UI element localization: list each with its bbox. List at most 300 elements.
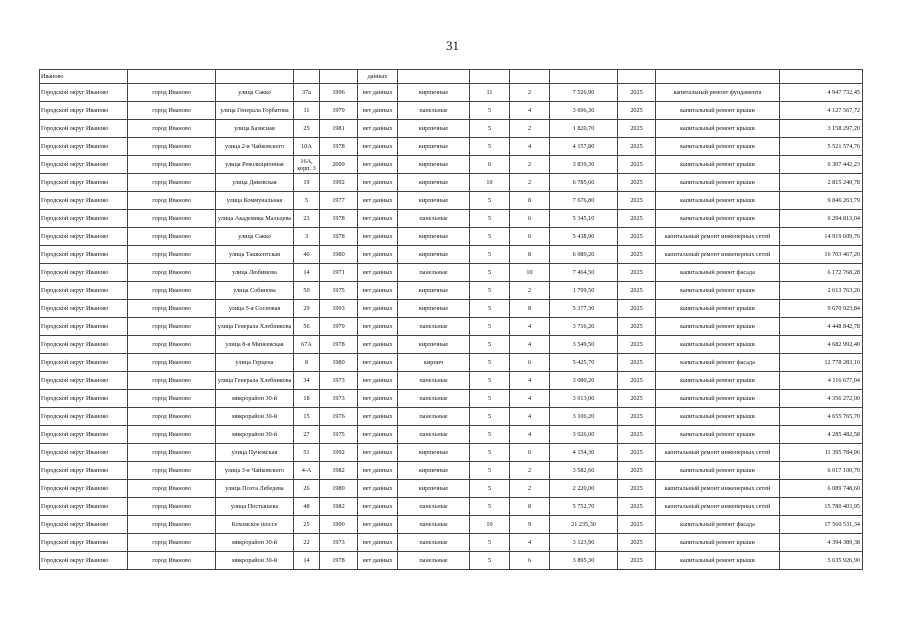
municipality-cell: Городской округ Иваново bbox=[40, 228, 128, 246]
settlement-cell: город Иваново bbox=[128, 462, 216, 480]
year-built-cell: 1979 bbox=[320, 102, 358, 120]
year-built-cell: 1977 bbox=[320, 192, 358, 210]
planned-year-cell: 2025 bbox=[618, 282, 656, 300]
wall-material-cell bbox=[398, 70, 470, 84]
street-cell: микрорайон 30-й bbox=[216, 408, 294, 426]
work-type-cell: капитальный ремонт крыши bbox=[656, 156, 780, 174]
entrances-cell: 4 bbox=[510, 372, 550, 390]
street-cell: улица 2-я Чайковского bbox=[216, 138, 294, 156]
wall-material-cell: кирпичные bbox=[398, 84, 470, 102]
area-cell: 5 377,30 bbox=[550, 300, 618, 318]
municipality-cell: Городской округ Иваново bbox=[40, 354, 128, 372]
planned-year-cell: 2025 bbox=[618, 102, 656, 120]
entrances-cell: 4 bbox=[510, 102, 550, 120]
floors-cell: 5 bbox=[470, 264, 510, 282]
municipality-cell: Городской округ Иваново bbox=[40, 480, 128, 498]
street-cell: улица Революционная bbox=[216, 156, 294, 174]
wall-material-cell: кирпичные bbox=[398, 336, 470, 354]
area-cell: 6 785,60 bbox=[550, 174, 618, 192]
wall-material-cell: кирпичные bbox=[398, 174, 470, 192]
table-row bbox=[40, 120, 863, 138]
entrances-cell bbox=[510, 70, 550, 84]
floors-cell bbox=[470, 70, 510, 84]
work-type-cell: капитальный ремонт фасада bbox=[656, 354, 780, 372]
cost-cell: 4 448 842,78 bbox=[780, 318, 863, 336]
floors-cell: 5 bbox=[470, 246, 510, 264]
settlement-cell: город Иваново bbox=[128, 480, 216, 498]
work-type-cell: капитальный ремонт крыши bbox=[656, 102, 780, 120]
table-row bbox=[40, 228, 863, 246]
settlement-cell: город Иваново bbox=[128, 228, 216, 246]
year-commissioned-cell: нет данных bbox=[358, 336, 398, 354]
settlement-cell: город Иваново bbox=[128, 426, 216, 444]
year-commissioned-cell: нет данных bbox=[358, 174, 398, 192]
settlement-cell: город Иваново bbox=[128, 300, 216, 318]
year-built-cell: 1973 bbox=[320, 390, 358, 408]
cost-cell: 2 613 763,20 bbox=[780, 282, 863, 300]
floors-cell: 5 bbox=[470, 480, 510, 498]
entrances-cell: 6 bbox=[510, 228, 550, 246]
year-commissioned-cell: нет данных bbox=[358, 192, 398, 210]
house-number-cell: 25 bbox=[294, 516, 320, 534]
cost-cell: 12 778 283,10 bbox=[780, 354, 863, 372]
floors-cell: 5 bbox=[470, 318, 510, 336]
cost-cell: 6 017 100,70 bbox=[780, 462, 863, 480]
settlement-cell: город Иваново bbox=[128, 264, 216, 282]
municipality-cell: Городской округ Иваново bbox=[40, 498, 128, 516]
entrances-cell: 6 bbox=[510, 354, 550, 372]
street-cell: Кохомское шоссе bbox=[216, 516, 294, 534]
municipality-cell: Городской округ Иваново bbox=[40, 516, 128, 534]
municipality-cell: Городской округ Иваново bbox=[40, 156, 128, 174]
floors-cell: 5 bbox=[470, 498, 510, 516]
street-cell: улица Генерала Хлебникова bbox=[216, 372, 294, 390]
municipality-cell: Городской округ Иваново bbox=[40, 426, 128, 444]
cost-cell: 4 127 567,72 bbox=[780, 102, 863, 120]
cost-cell: 4 116 677,04 bbox=[780, 372, 863, 390]
settlement-cell: город Иваново bbox=[128, 174, 216, 192]
table-row bbox=[40, 354, 863, 372]
floors-cell: 5 bbox=[470, 300, 510, 318]
area-cell: 3 839,30 bbox=[550, 156, 618, 174]
floors-cell: 11 bbox=[470, 84, 510, 102]
work-type-cell: капитальный ремонт инженерных сетей bbox=[656, 444, 780, 462]
year-commissioned-cell: нет данных bbox=[358, 354, 398, 372]
planned-year-cell: 2025 bbox=[618, 228, 656, 246]
municipality-cell: Городской округ Иваново bbox=[40, 210, 128, 228]
year-built-cell: 1978 bbox=[320, 552, 358, 570]
wall-material-cell: кирпичные bbox=[398, 462, 470, 480]
entrances-cell: 4 bbox=[510, 138, 550, 156]
area-cell: 3 582,60 bbox=[550, 462, 618, 480]
entrances-cell: 4 bbox=[510, 534, 550, 552]
year-built-cell: 1982 bbox=[320, 498, 358, 516]
planned-year-cell: 2025 bbox=[618, 318, 656, 336]
planned-year-cell: 2025 bbox=[618, 498, 656, 516]
municipality-cell: Городской округ Иваново bbox=[40, 84, 128, 102]
house-number-cell: 10А bbox=[294, 138, 320, 156]
municipality-cell: Иваново bbox=[40, 70, 128, 84]
street-cell bbox=[216, 70, 294, 84]
year-commissioned-cell: нет данных bbox=[358, 480, 398, 498]
table-row bbox=[40, 498, 863, 516]
year-built-cell: 1996 bbox=[320, 84, 358, 102]
settlement-cell: город Иваново bbox=[128, 552, 216, 570]
table-row bbox=[40, 426, 863, 444]
table-row bbox=[40, 336, 863, 354]
area-cell: 4 154,30 bbox=[550, 444, 618, 462]
settlement-cell: город Иваново bbox=[128, 372, 216, 390]
floors-cell: 5 bbox=[470, 426, 510, 444]
settlement-cell: город Иваново bbox=[128, 84, 216, 102]
street-cell: улица Сакко bbox=[216, 228, 294, 246]
cost-cell: 4 394 389,38 bbox=[780, 534, 863, 552]
work-type-cell: капитальный ремонт фасада bbox=[656, 516, 780, 534]
year-built-cell: 1992 bbox=[320, 174, 358, 192]
area-cell: 5 345,10 bbox=[550, 210, 618, 228]
municipality-cell: Городской округ Иваново bbox=[40, 318, 128, 336]
settlement-cell: город Иваново bbox=[128, 318, 216, 336]
cost-cell: 6 172 768,28 bbox=[780, 264, 863, 282]
house-number-cell: 25 bbox=[294, 120, 320, 138]
work-type-cell: капитальный ремонт крыши bbox=[656, 120, 780, 138]
work-type-cell: капитальный ремонт инженерных сетей bbox=[656, 498, 780, 516]
floors-cell: 6 bbox=[470, 156, 510, 174]
table-row bbox=[40, 210, 863, 228]
entrances-cell: 4 bbox=[510, 426, 550, 444]
cost-cell: 6 089 748,60 bbox=[780, 480, 863, 498]
planned-year-cell: 2025 bbox=[618, 120, 656, 138]
year-built-cell: 1978 bbox=[320, 336, 358, 354]
area-cell: 3 716,20 bbox=[550, 318, 618, 336]
entrances-cell: 8 bbox=[510, 498, 550, 516]
planned-year-cell: 2025 bbox=[618, 372, 656, 390]
cost-cell: 9 670 923,84 bbox=[780, 300, 863, 318]
wall-material-cell: панельные bbox=[398, 372, 470, 390]
wall-material-cell: кирпичные bbox=[398, 480, 470, 498]
page-number: 31 bbox=[446, 38, 459, 53]
table-row bbox=[40, 246, 863, 264]
municipality-cell: Городской округ Иваново bbox=[40, 552, 128, 570]
house-number-cell: 50 bbox=[294, 282, 320, 300]
municipality-cell: Городской округ Иваново bbox=[40, 534, 128, 552]
planned-year-cell: 2025 bbox=[618, 192, 656, 210]
table-row bbox=[40, 444, 863, 462]
year-commissioned-cell: нет данных bbox=[358, 372, 398, 390]
cost-cell: 3 158 297,20 bbox=[780, 120, 863, 138]
work-type-cell: капитальный ремонт крыши bbox=[656, 552, 780, 570]
planned-year-cell: 2025 bbox=[618, 426, 656, 444]
year-built-cell: 1978 bbox=[320, 210, 358, 228]
house-number-cell: 48 bbox=[294, 498, 320, 516]
house-number-cell: 3 bbox=[294, 228, 320, 246]
year-built-cell: 1978 bbox=[320, 228, 358, 246]
cost-cell: 11 395 784,96 bbox=[780, 444, 863, 462]
floors-cell: 5 bbox=[470, 552, 510, 570]
cost-cell: 9 846 263,79 bbox=[780, 192, 863, 210]
street-cell: улица Собинова bbox=[216, 282, 294, 300]
year-built-cell: 1980 bbox=[320, 354, 358, 372]
settlement-cell: город Иваново bbox=[128, 156, 216, 174]
settlement-cell: город Иваново bbox=[128, 336, 216, 354]
entrances-cell: 10 bbox=[510, 264, 550, 282]
work-type-cell: капитальный ремонт крыши bbox=[656, 372, 780, 390]
wall-material-cell: кирпичные bbox=[398, 282, 470, 300]
cost-cell: 16 703 467,20 bbox=[780, 246, 863, 264]
year-commissioned-cell: нет данных bbox=[358, 444, 398, 462]
table-row bbox=[40, 318, 863, 336]
year-commissioned-cell: нет данных bbox=[358, 552, 398, 570]
year-built-cell: 1978 bbox=[320, 138, 358, 156]
planned-year-cell: 2025 bbox=[618, 390, 656, 408]
year-commissioned-cell: нет данных bbox=[358, 318, 398, 336]
work-type-cell: капитальный ремонт крыши bbox=[656, 282, 780, 300]
entrances-cell: 8 bbox=[510, 192, 550, 210]
street-cell: улица Академика Мальцева bbox=[216, 210, 294, 228]
wall-material-cell: панельные bbox=[398, 210, 470, 228]
floors-cell: 5 bbox=[470, 534, 510, 552]
area-cell: 7 464,50 bbox=[550, 264, 618, 282]
planned-year-cell: 2025 bbox=[618, 210, 656, 228]
year-built-cell: 1982 bbox=[320, 462, 358, 480]
table-row bbox=[40, 552, 863, 570]
year-built-cell: 1973 bbox=[320, 372, 358, 390]
street-cell: микрорайон 30-й bbox=[216, 426, 294, 444]
settlement-cell: город Иваново bbox=[128, 282, 216, 300]
planned-year-cell: 2025 bbox=[618, 462, 656, 480]
wall-material-cell: кирпичные bbox=[398, 300, 470, 318]
work-type-cell: капитальный ремонт крыши bbox=[656, 192, 780, 210]
street-cell: микрорайон 30-й bbox=[216, 390, 294, 408]
floors-cell: 5 bbox=[470, 102, 510, 120]
area-cell: 3 895,30 bbox=[550, 552, 618, 570]
settlement-cell: город Иваново bbox=[128, 444, 216, 462]
year-built-cell: 1980 bbox=[320, 480, 358, 498]
entrances-cell: 6 bbox=[510, 444, 550, 462]
cost-cell: 4 356 272,00 bbox=[780, 390, 863, 408]
table-row bbox=[40, 390, 863, 408]
wall-material-cell: панельные bbox=[398, 264, 470, 282]
year-built-cell bbox=[320, 70, 358, 84]
settlement-cell: город Иваново bbox=[128, 408, 216, 426]
table-row bbox=[40, 462, 863, 480]
wall-material-cell: кирпичные bbox=[398, 246, 470, 264]
floors-cell: 10 bbox=[470, 516, 510, 534]
settlement-cell: город Иваново bbox=[128, 192, 216, 210]
table-row bbox=[40, 102, 863, 120]
cost-cell: 2 815 240,78 bbox=[780, 174, 863, 192]
area-cell: 5 752,70 bbox=[550, 498, 618, 516]
work-type-cell: капитальный ремонт крыши bbox=[656, 336, 780, 354]
settlement-cell: город Иваново bbox=[128, 210, 216, 228]
work-type-cell: капитальный ремонт крыши bbox=[656, 534, 780, 552]
year-commissioned-cell: данных bbox=[358, 70, 398, 84]
entrances-cell: 4 bbox=[510, 390, 550, 408]
year-commissioned-cell: нет данных bbox=[358, 462, 398, 480]
house-number-cell: 5 bbox=[294, 192, 320, 210]
cost-cell: 4 682 992,40 bbox=[780, 336, 863, 354]
work-type-cell: капитальный ремонт крыши bbox=[656, 426, 780, 444]
planned-year-cell: 2025 bbox=[618, 138, 656, 156]
street-cell: улица Генерала Горбатова bbox=[216, 102, 294, 120]
area-cell: 1 820,70 bbox=[550, 120, 618, 138]
planned-year-cell: 2025 bbox=[618, 174, 656, 192]
year-built-cell: 1979 bbox=[320, 318, 358, 336]
wall-material-cell: панельные bbox=[398, 552, 470, 570]
cost-cell: 5 521 574,76 bbox=[780, 138, 863, 156]
entrances-cell: 2 bbox=[510, 174, 550, 192]
floors-cell: 5 bbox=[470, 354, 510, 372]
floors-cell: 5 bbox=[470, 120, 510, 138]
floors-cell: 5 bbox=[470, 444, 510, 462]
wall-material-cell: кирпичные bbox=[398, 138, 470, 156]
year-built-cell: 2009 bbox=[320, 156, 358, 174]
cost-cell: 6 294 813,04 bbox=[780, 210, 863, 228]
entrances-cell: 2 bbox=[510, 156, 550, 174]
entrances-cell: 4 bbox=[510, 336, 550, 354]
house-number-cell: 67А bbox=[294, 336, 320, 354]
house-number-cell: 8 bbox=[294, 354, 320, 372]
year-commissioned-cell: нет данных bbox=[358, 210, 398, 228]
floors-cell: 5 bbox=[470, 138, 510, 156]
year-built-cell: 1980 bbox=[320, 246, 358, 264]
year-commissioned-cell: нет данных bbox=[358, 300, 398, 318]
house-number-cell: 11 bbox=[294, 102, 320, 120]
entrances-cell: 2 bbox=[510, 282, 550, 300]
work-type-cell: капитальный ремонт крыши bbox=[656, 300, 780, 318]
house-number-cell: 18 bbox=[294, 390, 320, 408]
table-row bbox=[40, 372, 863, 390]
house-number-cell: 14 bbox=[294, 552, 320, 570]
area-cell: 5 438,90 bbox=[550, 228, 618, 246]
year-commissioned-cell: нет данных bbox=[358, 516, 398, 534]
table-row bbox=[40, 408, 863, 426]
area-cell: 2 220,00 bbox=[550, 480, 618, 498]
work-type-cell: капитальный ремонт крыши bbox=[656, 210, 780, 228]
street-cell: улица Коммунальная bbox=[216, 192, 294, 210]
house-number-cell: 16А, корп. 3 bbox=[294, 156, 320, 174]
planned-year-cell: 2025 bbox=[618, 156, 656, 174]
cost-cell: 6 307 442,23 bbox=[780, 156, 863, 174]
area-cell: 1 799,50 bbox=[550, 282, 618, 300]
work-type-cell: капитальный ремонт крыши bbox=[656, 138, 780, 156]
year-commissioned-cell: нет данных bbox=[358, 120, 398, 138]
planned-year-cell: 2025 bbox=[618, 408, 656, 426]
wall-material-cell: кирпичные bbox=[398, 444, 470, 462]
settlement-cell bbox=[128, 70, 216, 84]
floors-cell: 5 bbox=[470, 210, 510, 228]
street-cell: улица 3-я Чайковского bbox=[216, 462, 294, 480]
entrances-cell: 4 bbox=[510, 408, 550, 426]
area-cell: 3 106,20 bbox=[550, 408, 618, 426]
year-built-cell: 1993 bbox=[320, 300, 358, 318]
area-cell: 4 157,80 bbox=[550, 138, 618, 156]
wall-material-cell: панельные bbox=[398, 318, 470, 336]
planned-year-cell: 2025 bbox=[618, 336, 656, 354]
wall-material-cell: панельные bbox=[398, 498, 470, 516]
settlement-cell: город Иваново bbox=[128, 246, 216, 264]
entrances-cell: 2 bbox=[510, 120, 550, 138]
work-type-cell: капитальный ремонт крыши bbox=[656, 390, 780, 408]
house-number-cell: 22 bbox=[294, 534, 320, 552]
work-type-cell: капитальный ремонт инженерных сетей bbox=[656, 480, 780, 498]
area-cell: 3 123,90 bbox=[550, 534, 618, 552]
house-number-cell: 23 bbox=[294, 210, 320, 228]
municipality-cell: Городской округ Иваново bbox=[40, 138, 128, 156]
wall-material-cell: кирпичные bbox=[398, 120, 470, 138]
table-row bbox=[40, 192, 863, 210]
municipality-cell: Городской округ Иваново bbox=[40, 390, 128, 408]
area-cell: 3 026,00 bbox=[550, 426, 618, 444]
area-cell: 3 696,30 bbox=[550, 102, 618, 120]
registry-body bbox=[40, 70, 863, 570]
year-commissioned-cell: нет данных bbox=[358, 498, 398, 516]
planned-year-cell: 2025 bbox=[618, 480, 656, 498]
settlement-cell: город Иваново bbox=[128, 534, 216, 552]
municipality-cell: Городской округ Иваново bbox=[40, 174, 128, 192]
year-built-cell: 1981 bbox=[320, 120, 358, 138]
settlement-cell: город Иваново bbox=[128, 354, 216, 372]
work-type-cell: капитальный ремонт крыши bbox=[656, 462, 780, 480]
year-commissioned-cell: нет данных bbox=[358, 264, 398, 282]
area-cell: 3 549,50 bbox=[550, 336, 618, 354]
work-type-cell: капитальный ремонт фундамента bbox=[656, 84, 780, 102]
planned-year-cell: 2025 bbox=[618, 516, 656, 534]
floors-cell: 5 bbox=[470, 336, 510, 354]
area-cell bbox=[550, 70, 618, 84]
cost-cell: 4 655 765,70 bbox=[780, 408, 863, 426]
house-number-cell: 26 bbox=[294, 480, 320, 498]
year-commissioned-cell: нет данных bbox=[358, 408, 398, 426]
planned-year-cell: 2025 bbox=[618, 552, 656, 570]
municipality-cell: Городской округ Иваново bbox=[40, 408, 128, 426]
house-number-cell: 51 bbox=[294, 444, 320, 462]
house-number-cell: 27 bbox=[294, 426, 320, 444]
settlement-cell: город Иваново bbox=[128, 102, 216, 120]
street-cell: улица 8-я Минеевская bbox=[216, 336, 294, 354]
floors-cell: 5 bbox=[470, 282, 510, 300]
cost-cell: 17 560 531,34 bbox=[780, 516, 863, 534]
wall-material-cell: кирпич bbox=[398, 354, 470, 372]
year-built-cell: 1976 bbox=[320, 408, 358, 426]
house-number-cell bbox=[294, 70, 320, 84]
wall-material-cell: панельные bbox=[398, 408, 470, 426]
table-row bbox=[40, 84, 863, 102]
house-number-cell: 56 bbox=[294, 318, 320, 336]
year-built-cell: 1973 bbox=[320, 534, 358, 552]
work-type-cell: капитальный ремонт крыши bbox=[656, 174, 780, 192]
entrances-cell: 6 bbox=[510, 552, 550, 570]
planned-year-cell: 2025 bbox=[618, 354, 656, 372]
year-built-cell: 1990 bbox=[320, 516, 358, 534]
area-cell: 7 676,80 bbox=[550, 192, 618, 210]
area-cell: 6 089,20 bbox=[550, 246, 618, 264]
municipality-cell: Городской округ Иваново bbox=[40, 192, 128, 210]
municipality-cell: Городской округ Иваново bbox=[40, 444, 128, 462]
house-number-cell: 19 bbox=[294, 174, 320, 192]
street-cell: улица Поэта Лебедева bbox=[216, 480, 294, 498]
entrances-cell: 4 bbox=[510, 318, 550, 336]
entrances-cell: 8 bbox=[510, 300, 550, 318]
house-number-cell: 15 bbox=[294, 408, 320, 426]
floors-cell: 5 bbox=[470, 390, 510, 408]
street-cell: улица Диковская bbox=[216, 174, 294, 192]
street-cell: улица Любимова bbox=[216, 264, 294, 282]
cost-cell: 4 947 732,45 bbox=[780, 84, 863, 102]
house-number-cell: 4-А bbox=[294, 462, 320, 480]
entrances-cell: 9 bbox=[510, 516, 550, 534]
table-row bbox=[40, 300, 863, 318]
